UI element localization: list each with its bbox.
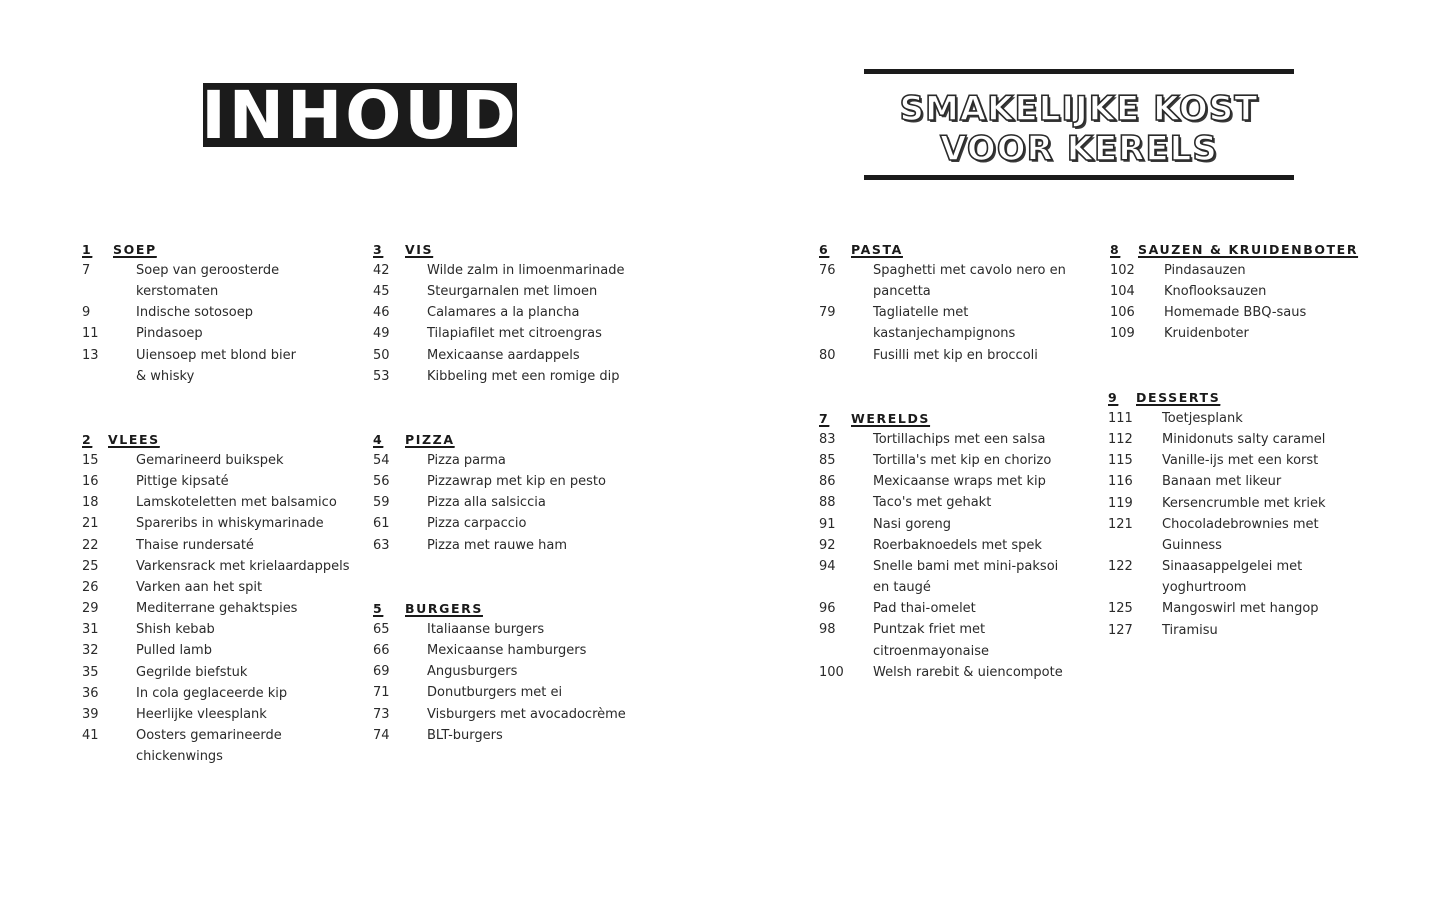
page-number: 59 bbox=[373, 495, 390, 511]
recipe-title-line: Italiaanse burgers bbox=[427, 622, 545, 637]
page-number: 18 bbox=[82, 495, 99, 511]
recipe-title bbox=[873, 450, 1051, 471]
recipe-title-line: Minidonuts salty caramel bbox=[1162, 432, 1326, 448]
recipe-title bbox=[427, 450, 506, 471]
section-name: SOEP bbox=[113, 242, 157, 257]
recipe-title-line: & whisky bbox=[136, 368, 195, 384]
page-number: 121 bbox=[1108, 516, 1133, 532]
recipe-title-line: Tilapiafilet met citroengras bbox=[427, 326, 602, 342]
recipe-title-line: Snelle bami met mini-paksoi bbox=[873, 558, 1059, 574]
title-rule-bottom bbox=[864, 175, 1294, 180]
recipe-title bbox=[136, 725, 282, 767]
toc-entry bbox=[1108, 450, 1326, 471]
page-number: 31 bbox=[82, 622, 99, 638]
recipe-title-line: Uiensoep met blond bier bbox=[136, 347, 297, 363]
toc-entry bbox=[82, 725, 350, 767]
toc-entry bbox=[819, 535, 1063, 556]
recipe-title-line: Puntzak friet met bbox=[873, 622, 986, 638]
book-title-block bbox=[864, 69, 1294, 181]
recipe-title bbox=[427, 366, 620, 387]
toc-entry bbox=[373, 513, 606, 534]
toc-entry bbox=[82, 598, 350, 619]
recipe-title bbox=[427, 704, 626, 725]
toc-entry bbox=[1108, 429, 1326, 450]
recipe-title-line: Pindasoep bbox=[136, 326, 203, 342]
recipe-title-line: Vanille-ijs met een korst bbox=[1162, 453, 1319, 469]
page-number: 26 bbox=[82, 579, 99, 595]
page-number: 102 bbox=[1110, 263, 1135, 278]
recipe-title bbox=[1164, 281, 1266, 302]
page-number: 41 bbox=[82, 728, 99, 744]
toc-entry bbox=[373, 619, 626, 640]
toc-entry bbox=[1110, 260, 1358, 281]
recipe-title-line: Donutburgers met ei bbox=[427, 685, 563, 701]
page-number: 11 bbox=[82, 326, 99, 342]
book-title-line-2: VOOR KERELS bbox=[940, 129, 1218, 169]
recipe-title bbox=[1162, 429, 1325, 450]
recipe-title bbox=[1162, 514, 1319, 556]
recipe-title-line: citroenmayonaise bbox=[873, 643, 989, 659]
page-number: 119 bbox=[1108, 495, 1133, 511]
page-number: 50 bbox=[373, 347, 390, 363]
page-number: 74 bbox=[373, 727, 390, 743]
section-heading bbox=[1110, 239, 1358, 260]
toc-entry bbox=[82, 535, 350, 556]
recipe-title bbox=[873, 471, 1046, 492]
recipe-title-line: Pizzawrap met kip en pesto bbox=[427, 474, 606, 490]
section-name: VIS bbox=[405, 242, 434, 257]
section-name: SAUZEN & KRUIDENBOTER bbox=[1138, 242, 1359, 257]
toc-entry bbox=[373, 640, 626, 661]
recipe-title-line: Shish kebab bbox=[136, 622, 215, 638]
recipe-title-line: Pizza carpaccio bbox=[427, 516, 527, 532]
toc-entry bbox=[82, 683, 350, 704]
recipe-title bbox=[1162, 493, 1326, 514]
recipe-title bbox=[136, 535, 254, 556]
recipe-title-line: Fusilli met kip en broccoli bbox=[873, 347, 1038, 363]
toc-entry bbox=[1108, 598, 1326, 619]
recipe-title bbox=[1164, 260, 1246, 281]
page-number: 122 bbox=[1108, 559, 1133, 575]
recipe-title-line: pancetta bbox=[873, 284, 931, 300]
toc-entry bbox=[373, 704, 626, 725]
recipe-title bbox=[1164, 323, 1249, 344]
page-number: 15 bbox=[82, 453, 99, 468]
recipe-title-line: en taugé bbox=[873, 580, 931, 596]
toc-entry bbox=[1108, 556, 1326, 598]
page-number: 63 bbox=[373, 537, 390, 553]
section-number: 4 bbox=[373, 432, 384, 447]
recipe-title-line: Pulled lamb bbox=[136, 643, 212, 659]
recipe-title-line: Pizza parma bbox=[427, 453, 506, 468]
toc-entry bbox=[819, 345, 1066, 366]
section-number: 2 bbox=[82, 432, 93, 447]
toc-entry bbox=[82, 260, 296, 302]
recipe-title bbox=[136, 662, 247, 683]
recipe-title-line: Chocoladebrownies met bbox=[1162, 516, 1319, 532]
page-number: 69 bbox=[373, 664, 390, 680]
recipe-title bbox=[1162, 620, 1218, 641]
recipe-title bbox=[136, 640, 212, 661]
page-number: 71 bbox=[373, 685, 390, 701]
page-number: 39 bbox=[82, 706, 99, 722]
recipe-title bbox=[427, 323, 602, 344]
recipe-title bbox=[136, 260, 279, 302]
recipe-title bbox=[136, 302, 253, 323]
toc-entry bbox=[82, 323, 296, 344]
section-number: 9 bbox=[1108, 390, 1119, 405]
recipe-title-line: Pindasauzen bbox=[1164, 263, 1246, 278]
recipe-title-line: Varkensrack met krielaardappels bbox=[136, 558, 350, 574]
toc-entry bbox=[373, 725, 626, 746]
recipe-title-line: Welsh rarebit & uiencompote bbox=[873, 664, 1063, 680]
recipe-title-line: Spareribs in whiskymarinade bbox=[136, 516, 324, 532]
toc-entry bbox=[373, 323, 624, 344]
toc-entry bbox=[373, 471, 606, 492]
page-number: 32 bbox=[82, 643, 99, 659]
recipe-title bbox=[136, 492, 337, 513]
section-name: WERELDS bbox=[851, 411, 931, 426]
page-number: 88 bbox=[819, 495, 836, 511]
recipe-title bbox=[427, 260, 624, 281]
toc-entry bbox=[819, 514, 1063, 535]
toc-entry bbox=[82, 492, 350, 513]
toc-entry bbox=[819, 429, 1063, 450]
recipe-title bbox=[136, 577, 262, 598]
page-number: 36 bbox=[82, 685, 99, 701]
recipe-title bbox=[427, 619, 544, 640]
recipe-title bbox=[427, 661, 517, 682]
toc-entry bbox=[82, 450, 350, 471]
section-heading bbox=[819, 239, 1066, 260]
recipe-title bbox=[136, 704, 267, 725]
recipe-title-line: Tagliatelle met bbox=[873, 305, 969, 321]
toc-entry bbox=[819, 260, 1066, 302]
section-number: 1 bbox=[82, 242, 93, 257]
section-name: VLEES bbox=[108, 432, 160, 447]
section-sauzen bbox=[1110, 239, 1358, 345]
section-heading bbox=[1108, 387, 1326, 408]
toc-entry bbox=[82, 345, 296, 387]
page-number: 80 bbox=[819, 347, 836, 363]
section-desserts bbox=[1108, 387, 1326, 641]
recipe-title-line: Calamares a la plancha bbox=[427, 305, 580, 321]
page-number: 35 bbox=[82, 664, 99, 680]
page-number: 7 bbox=[82, 263, 91, 278]
recipe-title bbox=[873, 302, 1015, 344]
recipe-title-line: Thaise rundersaté bbox=[136, 537, 254, 553]
toc-entry bbox=[819, 492, 1063, 513]
recipe-title-line: chickenwings bbox=[136, 749, 223, 765]
recipe-title-line: Lamskoteletten met balsamico bbox=[136, 495, 337, 511]
recipe-title-line: Tiramisu bbox=[1162, 622, 1218, 638]
recipe-title-line: Steurgarnalen met limoen bbox=[427, 284, 598, 300]
recipe-title bbox=[1164, 302, 1306, 323]
page-number: 22 bbox=[82, 537, 99, 553]
page-number: 21 bbox=[82, 516, 99, 532]
recipe-title bbox=[136, 513, 324, 534]
recipe-title-line: Taco's met gehakt bbox=[873, 495, 992, 511]
recipe-title-line: yoghurtroom bbox=[1162, 580, 1247, 596]
book-title bbox=[864, 89, 1294, 169]
toc-entry bbox=[373, 492, 606, 513]
page-number: 98 bbox=[819, 622, 836, 638]
page-number: 127 bbox=[1108, 622, 1133, 638]
recipe-title bbox=[136, 471, 229, 492]
page-number: 29 bbox=[82, 601, 99, 617]
recipe-title-line: kerstomaten bbox=[136, 284, 219, 300]
section-name: PIZZA bbox=[405, 432, 455, 447]
recipe-title bbox=[427, 513, 526, 534]
recipe-title bbox=[427, 345, 580, 366]
page-number: 79 bbox=[819, 305, 836, 321]
recipe-title bbox=[136, 345, 296, 387]
section-number: 5 bbox=[373, 601, 384, 616]
title-rule-top bbox=[864, 69, 1294, 74]
page-number: 53 bbox=[373, 368, 390, 384]
page-number: 92 bbox=[819, 537, 836, 553]
section-heading bbox=[373, 239, 624, 260]
page-number: 83 bbox=[819, 432, 836, 447]
page-number: 65 bbox=[373, 622, 390, 637]
toc-entry bbox=[819, 598, 1063, 619]
page-number: 109 bbox=[1110, 326, 1135, 342]
recipe-title bbox=[1162, 598, 1319, 619]
toc-entry bbox=[819, 302, 1066, 344]
section-number: 8 bbox=[1110, 242, 1121, 257]
recipe-title bbox=[136, 450, 284, 471]
toc-entry bbox=[373, 260, 624, 281]
recipe-title-line: Guinness bbox=[1162, 537, 1222, 553]
section-pizza bbox=[373, 429, 606, 556]
recipe-title bbox=[873, 619, 989, 661]
page-number: 54 bbox=[373, 453, 390, 468]
recipe-title-line: Mangoswirl met hangop bbox=[1162, 601, 1319, 617]
recipe-title bbox=[427, 302, 579, 323]
toc-entry bbox=[819, 662, 1063, 683]
recipe-title-line: Mexicaanse hamburgers bbox=[427, 643, 587, 659]
page-number: 85 bbox=[819, 453, 836, 469]
recipe-title-line: Roerbaknoedels met spek bbox=[873, 537, 1042, 553]
page-number: 73 bbox=[373, 706, 390, 722]
recipe-title bbox=[136, 598, 297, 619]
recipe-title bbox=[1162, 450, 1318, 471]
toc-entry bbox=[373, 281, 624, 302]
toc-entry bbox=[1108, 471, 1326, 492]
toc-entry bbox=[819, 556, 1063, 598]
recipe-title-line: Wilde zalm in limoenmarinade bbox=[427, 263, 625, 278]
page-number: 125 bbox=[1108, 601, 1133, 617]
page-number: 25 bbox=[82, 558, 99, 574]
toc-entry bbox=[82, 662, 350, 683]
recipe-title bbox=[873, 514, 951, 535]
recipe-title bbox=[136, 683, 287, 704]
toc-entry bbox=[82, 556, 350, 577]
recipe-title-line: Sinaasappelgelei met bbox=[1162, 559, 1303, 575]
recipe-title bbox=[427, 281, 597, 302]
page-number: 61 bbox=[373, 516, 390, 532]
recipe-title-line: Angusburgers bbox=[427, 664, 518, 680]
page-number: 96 bbox=[819, 601, 836, 617]
page-number: 46 bbox=[373, 305, 390, 321]
section-heading bbox=[373, 598, 626, 619]
recipe-title bbox=[873, 260, 1066, 302]
toc-entry bbox=[82, 704, 350, 725]
recipe-title-line: Indische sotosoep bbox=[136, 305, 253, 321]
recipe-title-line: Nasi goreng bbox=[873, 516, 951, 532]
recipe-title-line: kastanjechampignons bbox=[873, 326, 1016, 342]
section-name: BURGERS bbox=[405, 601, 483, 616]
page-number: 16 bbox=[82, 474, 99, 490]
toc-entry bbox=[82, 471, 350, 492]
recipe-title bbox=[427, 640, 586, 661]
recipe-title-line: Knoflooksauzen bbox=[1164, 284, 1267, 300]
section-name: DESSERTS bbox=[1136, 390, 1221, 405]
recipe-title bbox=[136, 619, 215, 640]
recipe-title-line: Mexicaanse wraps met kip bbox=[873, 474, 1046, 490]
toc-entry bbox=[819, 619, 1063, 661]
recipe-title bbox=[427, 471, 606, 492]
inhoud-title-block bbox=[201, 77, 519, 154]
recipe-title-line: Visburgers met avocadocrème bbox=[427, 706, 626, 722]
recipe-title-line: Varken aan het spit bbox=[136, 579, 263, 595]
recipe-title-line: Pad thai-omelet bbox=[873, 601, 976, 617]
page-number: 13 bbox=[82, 347, 99, 363]
recipe-title-line: BLT-burgers bbox=[427, 727, 503, 743]
section-burgers bbox=[373, 598, 626, 746]
page-number: 111 bbox=[1108, 411, 1133, 426]
page-number: 42 bbox=[373, 263, 390, 278]
recipe-title-line: Mediterrane gehaktspies bbox=[136, 601, 298, 617]
book-title-line-1: SMAKELIJKE KOST bbox=[899, 89, 1259, 129]
recipe-title bbox=[873, 492, 991, 513]
recipe-title bbox=[136, 556, 350, 577]
recipe-title bbox=[136, 323, 203, 344]
page-number: 91 bbox=[819, 516, 836, 532]
recipe-title bbox=[427, 682, 562, 703]
page-number: 45 bbox=[373, 284, 390, 300]
recipe-title bbox=[1162, 408, 1243, 429]
page-number: 86 bbox=[819, 474, 836, 490]
page-number: 9 bbox=[82, 305, 91, 321]
recipe-title-line: Oosters gemarineerde bbox=[136, 728, 282, 744]
recipe-title bbox=[873, 598, 976, 619]
toc-entry bbox=[1108, 620, 1326, 641]
recipe-title-line: Heerlijke vleesplank bbox=[136, 706, 267, 722]
toc-entry bbox=[819, 450, 1063, 471]
section-heading bbox=[819, 408, 1063, 429]
toc-entry bbox=[373, 535, 606, 556]
page-number: 106 bbox=[1110, 305, 1135, 321]
recipe-title bbox=[873, 556, 1058, 598]
toc-entry bbox=[1108, 408, 1326, 429]
recipe-title-line: Tortilla's met kip en chorizo bbox=[873, 453, 1052, 469]
page-number: 100 bbox=[819, 664, 844, 680]
section-werelds bbox=[819, 408, 1063, 683]
recipe-title bbox=[873, 662, 1063, 683]
recipe-title-line: Pittige kipsaté bbox=[136, 474, 229, 490]
toc-entry bbox=[1108, 514, 1326, 556]
section-vis bbox=[373, 239, 624, 387]
toc-entry bbox=[1110, 281, 1358, 302]
page-number: 49 bbox=[373, 326, 390, 342]
recipe-title-line: Mexicaanse aardappels bbox=[427, 347, 580, 363]
toc-entry bbox=[373, 345, 624, 366]
toc-entry bbox=[373, 682, 626, 703]
recipe-title bbox=[873, 429, 1045, 450]
recipe-title bbox=[427, 725, 503, 746]
recipe-title-line: Gegrilde biefstuk bbox=[136, 664, 248, 680]
recipe-title bbox=[427, 492, 546, 513]
page-number: 104 bbox=[1110, 284, 1135, 300]
toc-entry bbox=[82, 302, 296, 323]
page-number: 66 bbox=[373, 643, 390, 659]
recipe-title bbox=[427, 535, 567, 556]
toc-entry bbox=[82, 577, 350, 598]
section-number: 6 bbox=[819, 242, 830, 257]
toc-entry bbox=[82, 513, 350, 534]
recipe-title bbox=[1162, 471, 1281, 492]
section-heading bbox=[82, 429, 350, 450]
section-number: 7 bbox=[819, 411, 830, 426]
page-number: 115 bbox=[1108, 453, 1133, 469]
recipe-title-line: Soep van geroosterde bbox=[136, 263, 280, 278]
recipe-title-line: Kersencrumble met kriek bbox=[1162, 495, 1326, 511]
toc-entry bbox=[82, 619, 350, 640]
toc-entry bbox=[373, 661, 626, 682]
recipe-title-line: Tortillachips met een salsa bbox=[873, 432, 1046, 447]
page-number: 76 bbox=[819, 263, 836, 278]
toc-entry bbox=[373, 302, 624, 323]
toc-entry bbox=[1110, 302, 1358, 323]
page-number: 94 bbox=[819, 558, 836, 574]
recipe-title-line: Kibbeling met een romige dip bbox=[427, 368, 620, 384]
toc-entry bbox=[82, 640, 350, 661]
section-soep bbox=[82, 239, 296, 387]
toc-entry bbox=[373, 366, 624, 387]
section-name: PASTA bbox=[851, 242, 903, 257]
page-number: 116 bbox=[1108, 474, 1133, 490]
recipe-title bbox=[873, 345, 1038, 366]
recipe-title-line: Spaghetti met cavolo nero en bbox=[873, 263, 1066, 278]
recipe-title-line: Banaan met likeur bbox=[1162, 474, 1282, 490]
recipe-title-line: In cola geglaceerde kip bbox=[136, 685, 288, 701]
inhoud-title: INHOUD bbox=[201, 77, 519, 154]
section-number: 3 bbox=[373, 242, 384, 257]
section-heading bbox=[82, 239, 296, 260]
recipe-title-line: Toetjesplank bbox=[1162, 411, 1243, 426]
section-heading bbox=[373, 429, 606, 450]
toc-entry bbox=[819, 471, 1063, 492]
toc-entry bbox=[1108, 493, 1326, 514]
recipe-title bbox=[873, 535, 1042, 556]
page-number: 56 bbox=[373, 474, 390, 490]
recipe-title-line: Pizza alla salsiccia bbox=[427, 495, 546, 511]
toc-entry bbox=[373, 450, 606, 471]
recipe-title-line: Homemade BBQ-saus bbox=[1164, 305, 1307, 321]
recipe-title-line: Kruidenboter bbox=[1164, 326, 1249, 342]
recipe-title-line: Gemarineerd buikspek bbox=[136, 453, 284, 468]
page-number: 112 bbox=[1108, 432, 1133, 448]
toc-entry bbox=[1110, 323, 1358, 344]
section-vlees bbox=[82, 429, 350, 767]
section-pasta bbox=[819, 239, 1066, 366]
recipe-title bbox=[1162, 556, 1302, 598]
recipe-title-line: Pizza met rauwe ham bbox=[427, 537, 567, 553]
